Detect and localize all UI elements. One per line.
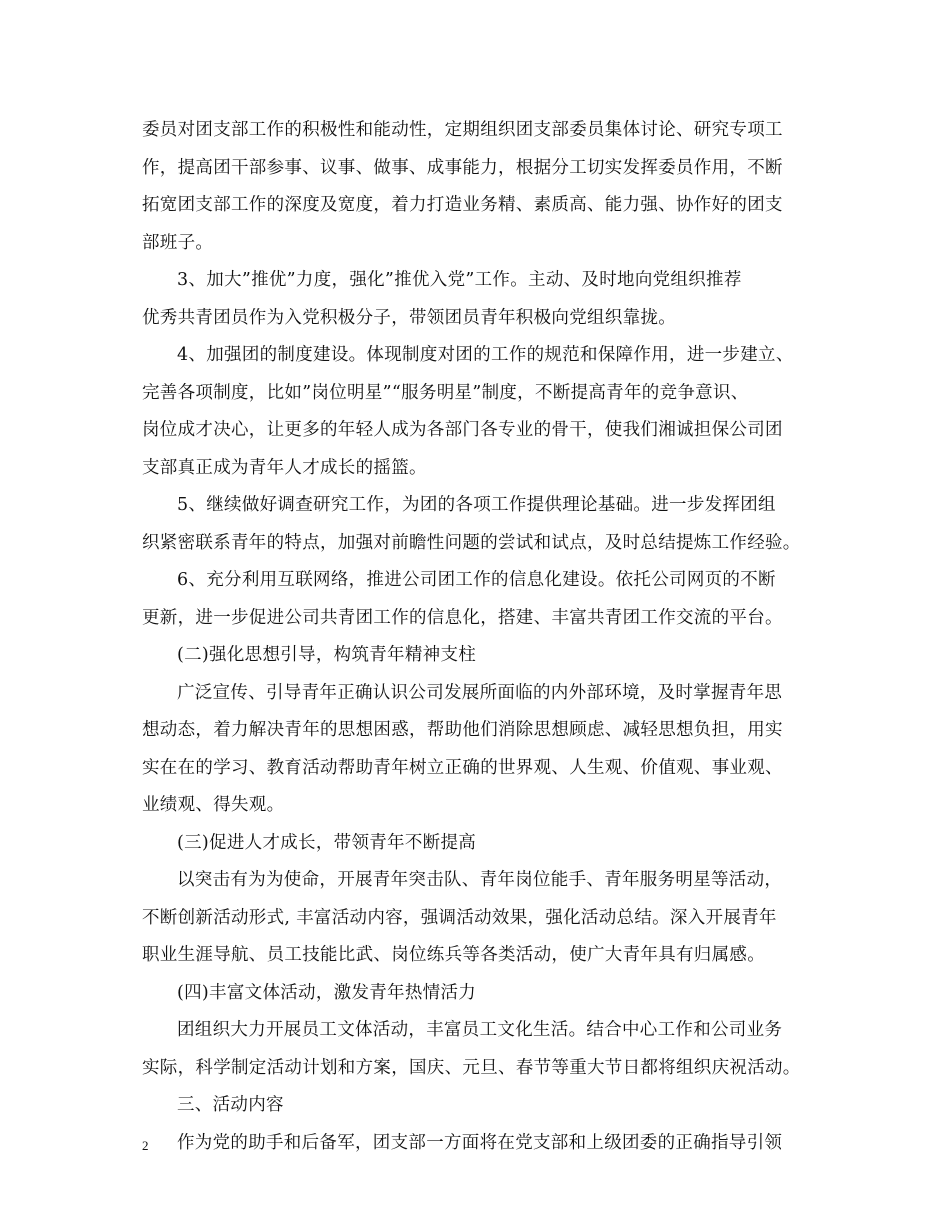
text-line: 作，提高团干部参事、议事、做事、成事能力，根据分工切实发挥委员作用，不断 (142, 157, 783, 178)
text-line: 实际，科学制定活动计划和方案，国庆、元旦、春节等重大节日都将组织庆祝活动。 (142, 1057, 801, 1078)
text-line: 业绩观、得失观。 (142, 795, 285, 815)
text-line: 实在在的学习、教育活动帮助青年树立正确的世界观、人生观、价值观、事业观、 (142, 757, 783, 778)
text-line: 团组织大力开展员工文体活动，丰富员工文化生活。结合中心工作和公司业务 (177, 1020, 783, 1040)
text-line: 岗位成才决心，让更多的年轻人成为各部门各专业的骨干，使我们湘诚担保公司团 (142, 420, 783, 440)
text-line: 部班子。 (142, 232, 214, 253)
text-line: (四)丰富文体活动，激发青年热情活力 (177, 982, 477, 1003)
text-line: 更新，进一步促进公司共青团工作的信息化，搭建、丰富共青团工作交流的平台。 (142, 607, 783, 628)
text-line: 职业生涯导航、员工技能比武、岗位练兵等各类活动，使广大青年具有归属感。 (142, 945, 765, 965)
text-line: (三)促进人才成长，带领青年不断提高 (177, 832, 477, 853)
text-line: 作为党的助手和后备军，团支部一方面将在党支部和上级团委的正确指导引领 (177, 1132, 783, 1153)
text-line: 织紧密联系青年的特点，加强对前瞻性问题的尝试和试点，及时总结提炼工作经验。 (142, 532, 801, 553)
document-body (142, 112, 842, 1162)
text-line: 5、继续做好调查研究工作，为团的各项工作提供理论基础。进一步发挥团组 (177, 495, 776, 515)
text-line: 6、充分利用互联网络，推进公司团工作的信息化建设。依托公司网页的不断 (177, 570, 776, 590)
text-line: 委员对团支部工作的积极性和能动性，定期组织团支部委员集体讨论、研究专项工 (142, 120, 783, 140)
text-line: 想动态，着力解决青年的思想困惑，帮助他们消除思想顾虑、减轻思想负担，用实 (142, 720, 783, 740)
text-line: (二)强化思想引导，构筑青年精神支柱 (177, 645, 477, 665)
text-line: 4、加强团的制度建设。体现制度对团的工作的规范和保障作用，进一步建立、 (177, 345, 794, 365)
text-line: 不断创新活动形式, 丰富活动内容，强调活动效果，强化活动总结。深入开展青年 (142, 907, 777, 928)
text-line: 以突击有为为使命，开展青年突击队、青年岗位能手、青年服务明星等活动， (177, 870, 783, 890)
text-line: 优秀共青团员作为入党积极分子，带领团员青年积极向党组织靠拢。 (142, 307, 676, 328)
text-line: 广泛宣传、引导青年正确认识公司发展所面临的内外部环境，及时掌握青年思 (177, 682, 783, 703)
text-line: 支部真正成为青年人才成长的摇篮。 (142, 457, 427, 478)
text-line: 3、加大”推优”力度，强化”推优入党”工作。主动、及时地向党组织推荐 (177, 270, 742, 290)
page-number: 2 (142, 1138, 149, 1153)
text-line: 拓宽团支部工作的深度及宽度，着力打造业务精、素质高、能力强、协作好的团支 (142, 195, 783, 215)
text-line: 三、活动内容 (177, 1095, 284, 1115)
text-line: 完善各项制度，比如”岗位明星”“服务明星”制度，不断提高青年的竞争意识、 (142, 382, 749, 403)
